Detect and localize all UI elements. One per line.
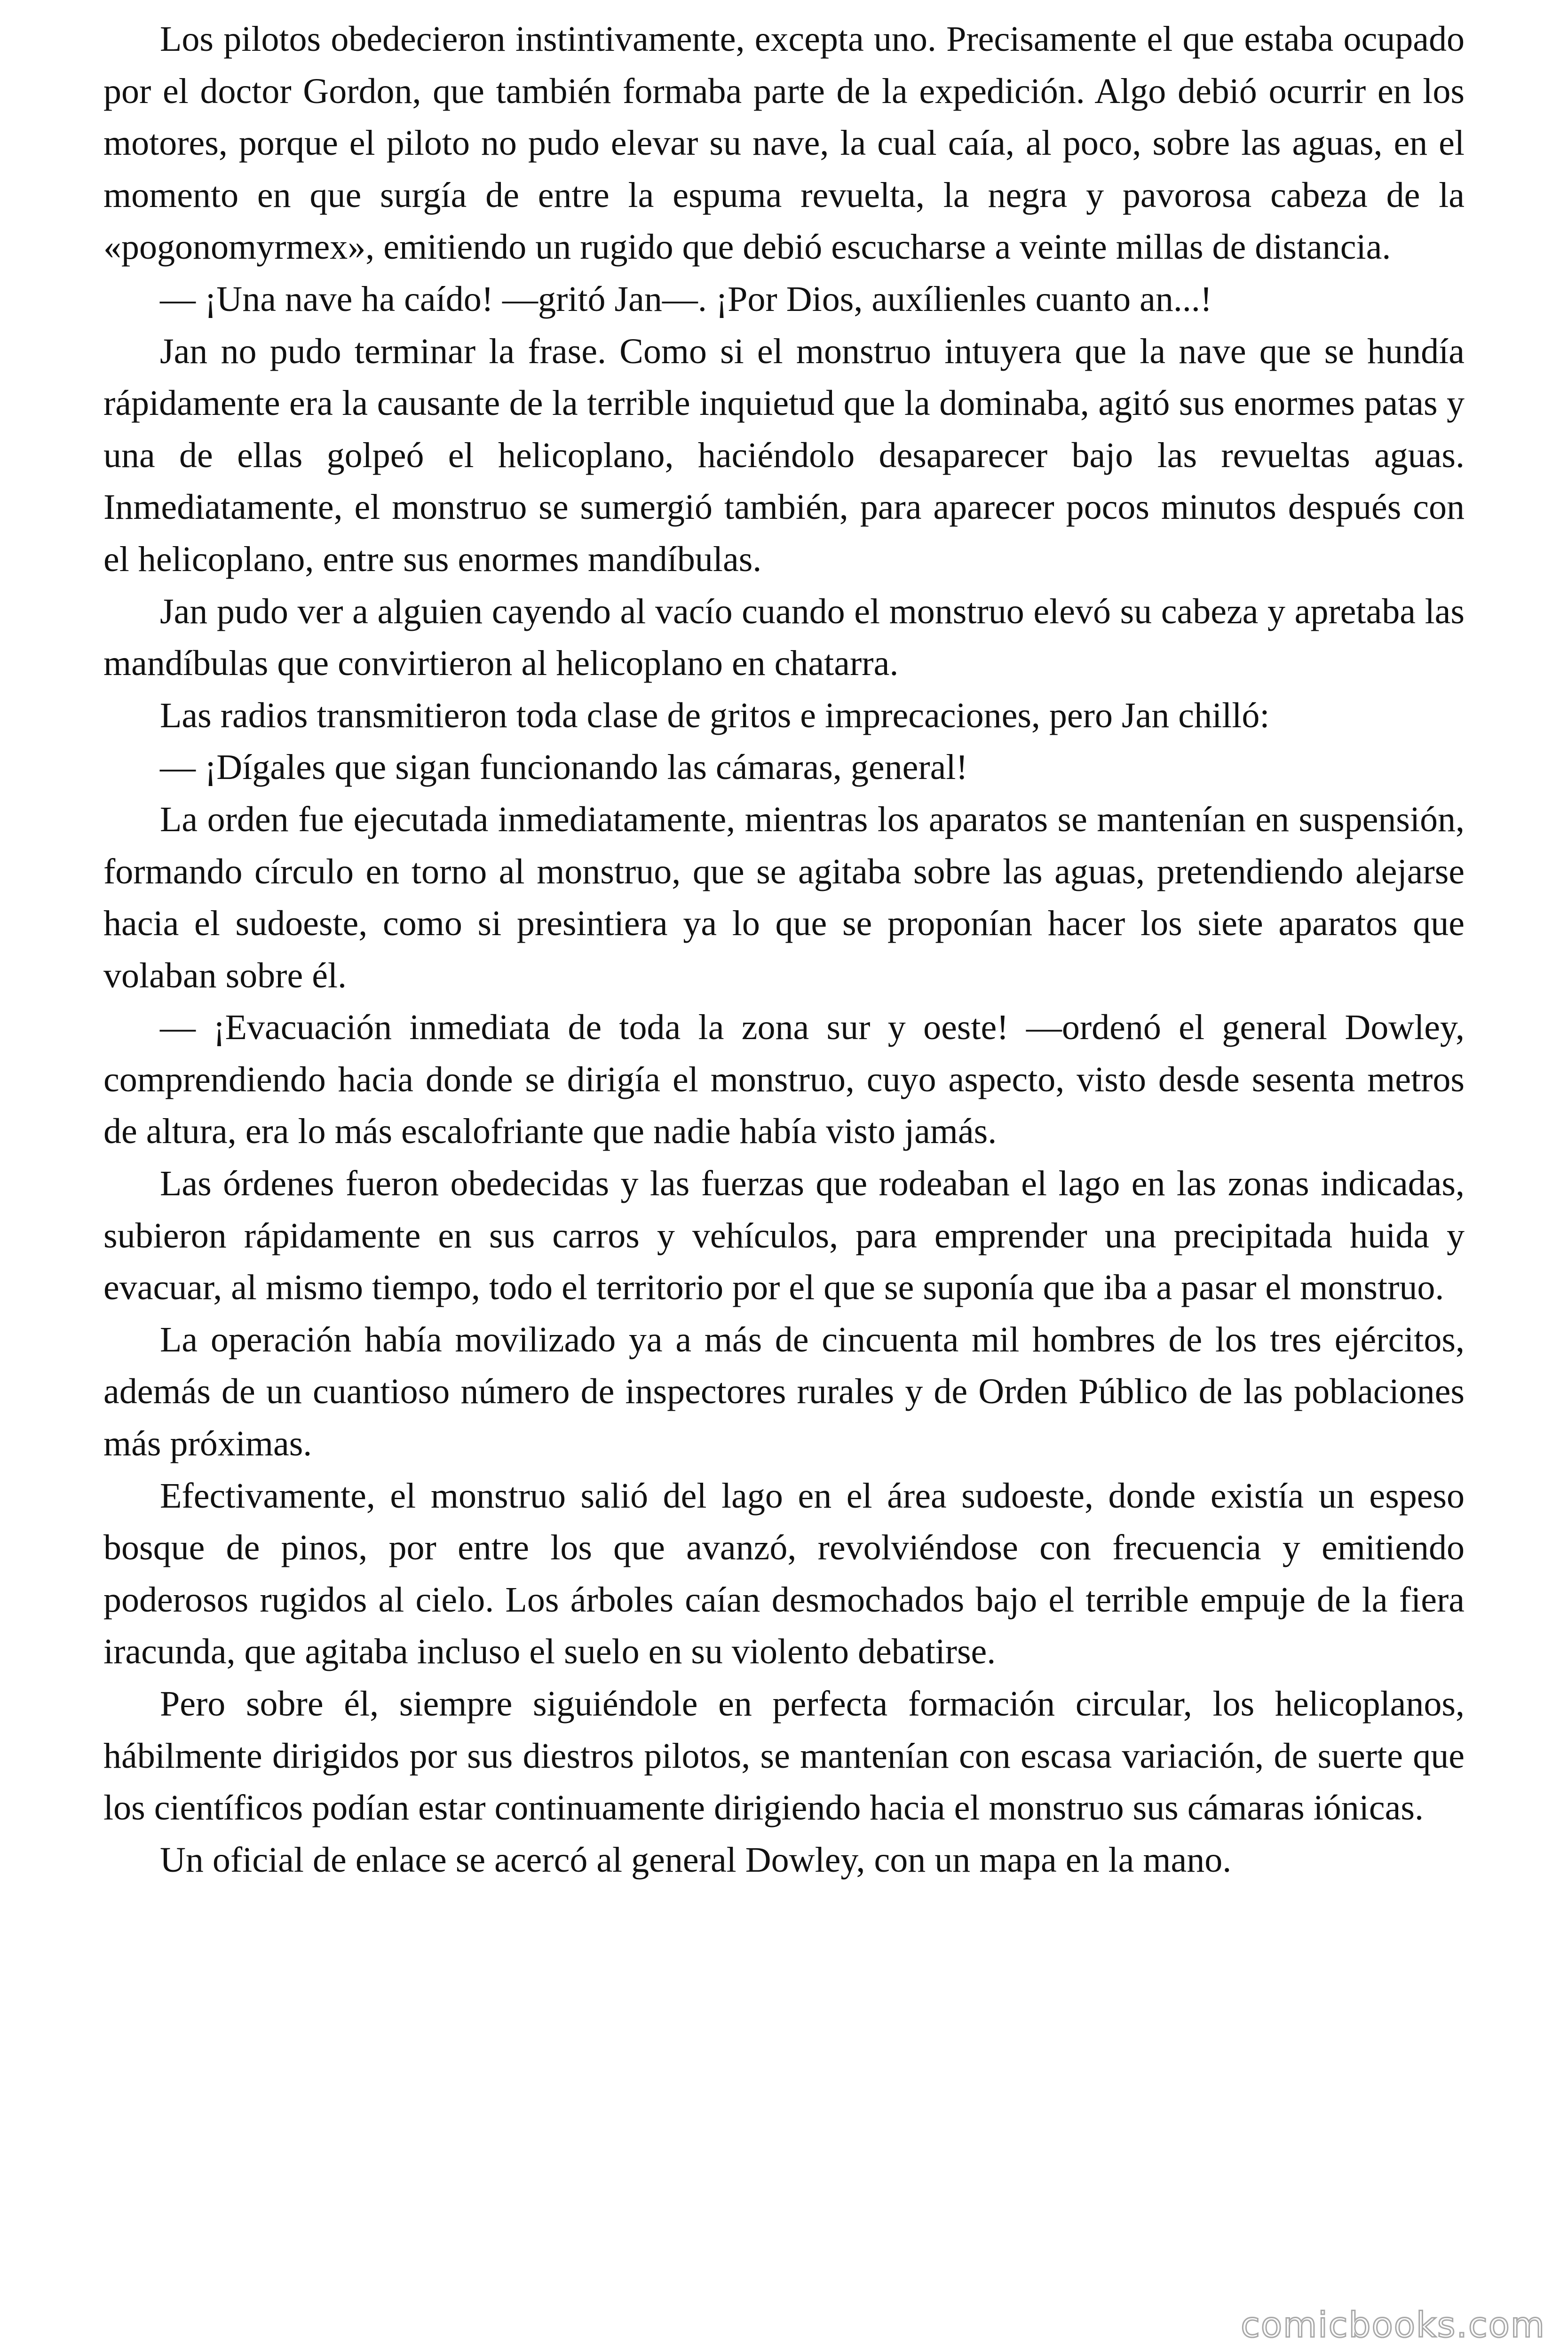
paragraph-5: Las radios transmitieron toda clase de gritos e imprecaciones, pero Jan chilló: xyxy=(160,695,1270,735)
paragraph-10: La operación había movilizado ya a más de cincuenta mil hombres de los tres ejércitos, además de un cuantioso número de inspectores rurales y de Orden Público de las poblaciones más próximas. xyxy=(103,1319,1465,1464)
paragraph-4: Jan pudo ver a alguien cayendo al vacío cuando el monstruo elevó su cabeza y apretaba las mandíbulas que convirtieron al helicoplano en chatarra. xyxy=(103,591,1465,683)
paragraph-7: La orden fue ejecutada inmediatamente, mientras los aparatos se mantenían en suspensión, formando círculo en torno al monstruo, que se agitaba sobre las aguas, pretendiendo alejarse hacia el sudoeste, como si presintiera ya lo que se proponían hacer los siete aparatos que volaban sobre él. xyxy=(103,799,1465,995)
paragraph-1: Los pilotos obedecieron instintivamente, excepta uno. Precisamente el que estaba ocupado por el doctor Gordon, que también formaba parte de la expedición. Algo debió ocurrir en los motores, porque el piloto no pudo elevar su nave, la cual caía, al poco, sobre las aguas, en el momento en que surgía de entre la espuma revuelta, la negra y pavorosa cabeza de la «pogonomyrmex», emitiendo un rugido que debió escucharse a veinte millas de distancia. xyxy=(103,19,1465,267)
paragraph-13: Un oficial de enlace se acercó al general Dowley, con un mapa en la mano. xyxy=(160,1840,1232,1880)
paragraph-11: Efectivamente, el monstruo salió del lago en el área sudoeste, donde existía un espeso bosque de pinos, por entre los que avanzó, revolviéndose con frecuencia y emitiendo poderosos rugidos al cielo. Los árboles caían desmochados bajo el terrible empuje de la fiera iracunda, que agitaba incluso el suelo en su violento debatirse. xyxy=(103,1476,1465,1672)
paragraph-12: Pero sobre él, siempre siguiéndole en perfecta formación circular, los helicoplanos, hábilmente dirigidos por sus diestros pilotos, se mantenían con escasa variación, de suerte que los científicos podían estar continuamente dirigiendo hacia el monstruo sus cámaras iónicas. xyxy=(103,1684,1465,1828)
paragraph-3: Jan no pudo terminar la frase. Como si el monstruo intuyera que la nave que se hundía rápidamente era la causante de la terrible inquietud que la dominaba, agitó sus enormes patas y una de ellas golpeó el helicoplano, haciéndolo desaparecer bajo las revueltas aguas. Inmediatamente, el monstruo se sumergió también, para aparecer pocos minutos después con el helicoplano, entre sus enormes mandíbulas. xyxy=(103,331,1465,579)
watermark: comicbooks.com xyxy=(1241,2305,1545,2345)
paragraph-9: Las órdenes fueron obedecidas y las fuerzas que rodeaban el lago en las zonas indicadas, subieron rápidamente en sus carros y vehículos, para emprender una precipitada huida y evacuar, al mismo tiempo, todo el territorio por el que se suponía que iba a pasar el monstruo. xyxy=(103,1164,1465,1308)
paragraph-2: — ¡Una nave ha caído! —gritó Jan—. ¡Por Dios, auxílienles cuanto an...! xyxy=(160,279,1212,319)
paragraph-6: — ¡Dígales que sigan funcionando las cámaras, general! xyxy=(160,747,968,787)
paragraph-8: — ¡Evacuación inmediata de toda la zona sur y oeste! —ordenó el general Dowley, comprendiendo hacia donde se dirigía el monstruo, cuyo aspecto, visto desde sesenta metros de altura, era lo más escalofriante que nadie había visto jamás. xyxy=(103,1008,1465,1152)
book-page-text xyxy=(103,13,1465,1886)
